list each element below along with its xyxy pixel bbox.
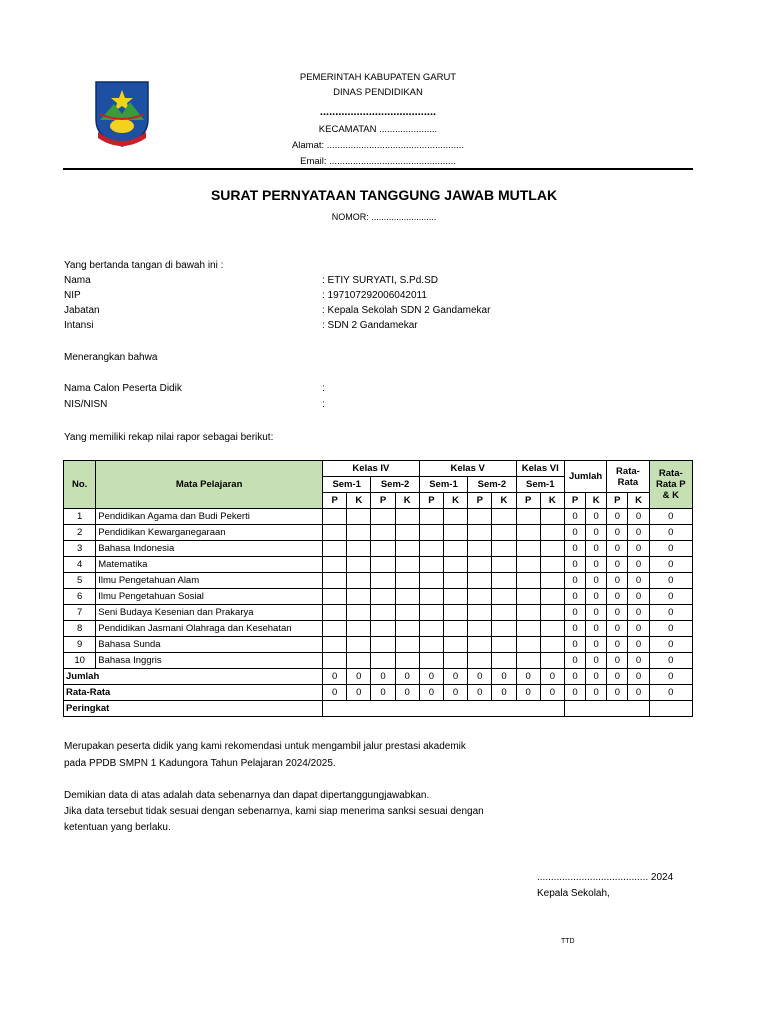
p-header: P [371,493,395,509]
grade-cell [347,573,371,589]
subject-no: 7 [64,605,96,621]
grade-cell [323,653,347,669]
computed-cell: 0 [628,669,649,685]
grade-cell [492,509,516,525]
k-header: K [443,493,467,509]
grade-cell [516,621,540,637]
computed-cell: 0 [607,621,628,637]
p-header: P [564,493,585,509]
computed-cell: 0 [649,541,692,557]
computed-cell: 0 [371,685,395,701]
table-row [64,605,693,621]
signer-label-nip: NIP [64,290,81,301]
grade-cell [443,605,467,621]
grade-cell [371,653,395,669]
computed-cell: 0 [371,669,395,685]
computed-cell: 0 [586,637,607,653]
subject-name: Seni Budaya Kesenian dan Prakarya [96,605,323,621]
grade-cell [468,573,492,589]
grade-cell [323,589,347,605]
computed-cell: 0 [586,621,607,637]
grade-cell [395,605,419,621]
col-no-header: No. [64,461,96,509]
grade-cell [468,509,492,525]
computed-cell: 0 [419,669,443,685]
student-value-nama: : [322,383,325,394]
para2-line3: ketentuan yang berlaku. [64,822,171,833]
grade-cell [443,509,467,525]
grade-cell [443,637,467,653]
table-row [64,637,693,653]
subject-no: 6 [64,589,96,605]
grade-cell [323,541,347,557]
grade-cell [419,605,443,621]
computed-cell: 0 [586,685,607,701]
computed-cell: 0 [564,653,585,669]
grade-cell [516,589,540,605]
email-line: Email: ................................................ [300,156,456,167]
computed-cell: 0 [628,509,649,525]
computed-cell: 0 [564,685,585,701]
grade-cell [323,525,347,541]
table-row [64,621,693,637]
k5-sem1: Sem-1 [419,477,467,493]
intro-text: Yang bertanda tangan di bawah ini : [64,260,224,271]
computed-cell: 0 [628,557,649,573]
grade-cell [347,557,371,573]
computed-cell: 0 [443,685,467,701]
alamat-line: Alamat: .................................................... [291,140,465,151]
document-title: SURAT PERNYATAAN TANGGUNG JAWAB MUTLAK [210,187,558,203]
computed-cell: 0 [564,637,585,653]
grade-cell [468,605,492,621]
rata-row-label: Rata-Rata [64,685,323,701]
table-row [64,653,693,669]
grade-cell [540,541,564,557]
grade-cell [323,509,347,525]
table-row [64,525,693,541]
grade-cell [323,605,347,621]
p-header: P [607,493,628,509]
k-header: K [540,493,564,509]
computed-cell: 0 [586,605,607,621]
grade-cell [395,541,419,557]
table-row [64,509,693,525]
computed-cell: 0 [607,669,628,685]
grade-cell [540,509,564,525]
student-label-nis: NIS/NISN [64,399,108,410]
grade-cell [395,621,419,637]
table-row [64,541,693,557]
computed-cell: 0 [395,669,419,685]
grade-cell [419,621,443,637]
peringkat-value [323,701,565,717]
grade-cell [468,557,492,573]
grade-cell [371,509,395,525]
computed-cell: 0 [649,685,692,701]
grade-cell [492,605,516,621]
computed-cell: 0 [492,685,516,701]
grade-cell [419,509,443,525]
peringkat-row [64,701,693,717]
subject-no: 8 [64,621,96,637]
computed-cell: 0 [649,669,692,685]
subject-no: 1 [64,509,96,525]
rata-row [64,685,693,701]
rekap-intro: Yang memiliki rekap nilai rapor sebagai berikut: [64,432,274,443]
grade-cell [492,573,516,589]
grade-cell [443,541,467,557]
grade-cell [371,557,395,573]
computed-cell: 0 [564,525,585,541]
computed-cell: 0 [443,669,467,685]
gov-line: PEMERINTAH KABUPATEN GARUT [299,72,457,83]
grade-cell [419,525,443,541]
subject-name: Matematika [96,557,323,573]
computed-cell: 0 [347,685,371,701]
grade-cell [371,541,395,557]
date-line: ........................................ 2024 [537,872,674,883]
ttd-placeholder: TTD [561,938,575,945]
para2-line1: Demikian data di atas adalah data sebenarnya dan dapat dipertanggungjawabkan. [64,790,430,801]
grade-cell [540,605,564,621]
computed-cell: 0 [628,525,649,541]
k4-sem2: Sem-2 [371,477,419,493]
computed-cell: 0 [516,669,540,685]
computed-cell: 0 [586,573,607,589]
signer-label-jabatan: Jabatan [64,305,100,316]
computed-cell: 0 [649,653,692,669]
grade-cell [492,621,516,637]
computed-cell: 0 [564,669,585,685]
computed-cell: 0 [607,637,628,653]
student-label-nama: Nama Calon Peserta Didik [64,383,182,394]
grade-cell [419,653,443,669]
signer-value-jabatan: : Kepala Sekolah SDN 2 Gandamekar [322,305,491,316]
signer-value-nama: : ETIY SURYATI, S.Pd.SD [322,275,438,286]
computed-cell: 0 [628,621,649,637]
computed-cell: 0 [586,557,607,573]
grade-cell [540,557,564,573]
menerangkan-text: Menerangkan bahwa [64,352,158,363]
table-row [64,589,693,605]
grade-cell [443,621,467,637]
signer-title: Kepala Sekolah, [537,888,610,899]
computed-cell: 0 [468,669,492,685]
grade-cell [371,525,395,541]
subject-name: Ilmu Pengetahuan Alam [96,573,323,589]
grade-cell [323,557,347,573]
table-row [64,557,693,573]
computed-cell: 0 [586,525,607,541]
computed-cell: 0 [607,573,628,589]
grade-cell [395,557,419,573]
computed-cell: 0 [347,669,371,685]
kelas4-header: Kelas IV [323,461,420,477]
grade-cell [395,589,419,605]
grade-cell [540,653,564,669]
computed-cell: 0 [607,605,628,621]
grade-cell [468,525,492,541]
school-name-placeholder: ...................................... [319,106,437,118]
computed-cell: 0 [628,685,649,701]
subject-no: 5 [64,573,96,589]
grade-cell [516,653,540,669]
subject-name: Pendidikan Kewarganegaraan [96,525,323,541]
grade-cell [347,621,371,637]
computed-cell: 0 [586,509,607,525]
signer-value-nip: : 197107292006042011 [322,290,427,301]
grade-cell [516,637,540,653]
header-divider [63,168,693,170]
k-header: K [628,493,649,509]
k-header: K [492,493,516,509]
grade-cell [395,653,419,669]
p-header: P [419,493,443,509]
subject-no: 4 [64,557,96,573]
computed-cell: 0 [564,621,585,637]
k-header: K [347,493,371,509]
grade-cell [492,637,516,653]
k6-sem1: Sem-1 [516,477,564,493]
computed-cell: 0 [607,525,628,541]
grade-cell [468,621,492,637]
grade-cell [516,605,540,621]
grade-cell [347,541,371,557]
grade-cell [540,621,564,637]
kelas6-header: Kelas VI [516,461,564,477]
grade-cell [492,525,516,541]
grade-cell [395,525,419,541]
k4-sem1: Sem-1 [323,477,371,493]
computed-cell: 0 [649,509,692,525]
computed-cell: 0 [323,685,347,701]
grade-cell [468,637,492,653]
grade-cell [492,653,516,669]
grade-cell [443,589,467,605]
computed-cell: 0 [607,685,628,701]
computed-cell: 0 [564,605,585,621]
computed-cell: 0 [419,685,443,701]
grade-cell [419,573,443,589]
computed-cell: 0 [468,685,492,701]
grade-cell [395,573,419,589]
kecamatan-line: KECAMATAN ...................... [318,124,438,135]
computed-cell: 0 [323,669,347,685]
grade-cell [395,509,419,525]
computed-cell: 0 [540,685,564,701]
grade-cell [347,589,371,605]
grades-table [63,460,693,717]
para2-line2: Jika data tersebut tidak sesuai dengan sebenarnya, kami siap menerima sanksi sesuai dengan [64,806,484,817]
signer-label-instansi: Intansi [64,320,94,331]
computed-cell: 0 [516,685,540,701]
computed-cell: 0 [628,541,649,557]
grade-cell [347,509,371,525]
grade-cell [323,573,347,589]
k-header: K [395,493,419,509]
peringkat-value [649,701,692,717]
computed-cell: 0 [540,669,564,685]
grade-cell [540,637,564,653]
kelas5-header: Kelas V [419,461,516,477]
computed-cell: 0 [649,589,692,605]
grade-cell [395,637,419,653]
computed-cell: 0 [586,541,607,557]
signer-label-nama: Nama [64,275,91,286]
grade-cell [492,589,516,605]
grade-cell [516,541,540,557]
jumlah-row [64,669,693,685]
computed-cell: 0 [649,525,692,541]
computed-cell: 0 [395,685,419,701]
grade-cell [347,525,371,541]
computed-cell: 0 [649,605,692,621]
computed-cell: 0 [607,589,628,605]
jumlah-header: Jumlah [564,461,606,493]
grade-cell [323,637,347,653]
table-row [64,573,693,589]
grade-cell [492,541,516,557]
p-header: P [516,493,540,509]
computed-cell: 0 [564,541,585,557]
grade-cell [419,557,443,573]
grade-cell [371,621,395,637]
grade-cell [468,541,492,557]
grade-cell [516,509,540,525]
grade-cell [443,573,467,589]
computed-cell: 0 [628,605,649,621]
signer-value-instansi: : SDN 2 Gandamekar [322,320,418,331]
subject-name: Pendidikan Jasmani Olahraga dan Kesehatan [96,621,323,637]
subject-no: 10 [64,653,96,669]
grade-cell [443,525,467,541]
grade-cell [540,573,564,589]
computed-cell: 0 [649,557,692,573]
grade-cell [468,589,492,605]
subject-name: Bahasa Indonesia [96,541,323,557]
subject-name: Bahasa Inggris [96,653,323,669]
computed-cell: 0 [628,573,649,589]
jumlah-row-label: Jumlah [64,669,323,685]
nomor-line: NOMOR: .......................... [331,212,437,222]
computed-cell: 0 [607,653,628,669]
student-value-nis: : [322,399,325,410]
dinas-line: DINAS PENDIDIKAN [333,87,423,98]
k5-sem2: Sem-2 [468,477,516,493]
grade-cell [492,557,516,573]
para1-line1: Merupakan peserta didik yang kami rekomendasi untuk mengambil jalur prestasi akademik [64,741,466,752]
col-mapel-header: Mata Pelajaran [96,461,323,509]
computed-cell: 0 [564,557,585,573]
computed-cell: 0 [649,621,692,637]
subject-no: 3 [64,541,96,557]
peringkat-value [564,701,649,717]
computed-cell: 0 [628,637,649,653]
computed-cell: 0 [607,509,628,525]
computed-cell: 0 [586,589,607,605]
grade-cell [468,653,492,669]
subject-name: Bahasa Sunda [96,637,323,653]
grade-cell [371,573,395,589]
grade-cell [371,589,395,605]
rata-header: Rata-Rata [607,461,649,493]
computed-cell: 0 [649,573,692,589]
computed-cell: 0 [628,653,649,669]
grade-cell [419,589,443,605]
grade-cell [371,605,395,621]
peringkat-label: Peringkat [64,701,323,717]
grade-cell [516,557,540,573]
computed-cell: 0 [564,573,585,589]
k-header: K [586,493,607,509]
subject-name: Ilmu Pengetahuan Sosial [96,589,323,605]
grade-cell [347,605,371,621]
grade-cell [371,637,395,653]
grade-cell [419,637,443,653]
computed-cell: 0 [628,589,649,605]
grade-cell [540,525,564,541]
grade-cell [323,621,347,637]
computed-cell: 0 [564,509,585,525]
subject-no: 2 [64,525,96,541]
grade-cell [347,637,371,653]
para1-line2: pada PPDB SMPN 1 Kadungora Tahun Pelajaran 2024/2025. [64,758,336,769]
computed-cell: 0 [564,589,585,605]
computed-cell: 0 [492,669,516,685]
grade-cell [419,541,443,557]
grade-cell [443,557,467,573]
kabupaten-garut-logo [92,80,152,150]
rata-pk-header: Rata-Rata P & K [649,461,692,509]
computed-cell: 0 [607,557,628,573]
grade-cell [516,573,540,589]
grade-cell [347,653,371,669]
computed-cell: 0 [586,669,607,685]
computed-cell: 0 [586,653,607,669]
p-header: P [323,493,347,509]
p-header: P [468,493,492,509]
computed-cell: 0 [607,541,628,557]
grade-cell [443,653,467,669]
grade-cell [516,525,540,541]
computed-cell: 0 [649,637,692,653]
subject-no: 9 [64,637,96,653]
subject-name: Pendidikan Agama dan Budi Pekerti [96,509,323,525]
grade-cell [540,589,564,605]
